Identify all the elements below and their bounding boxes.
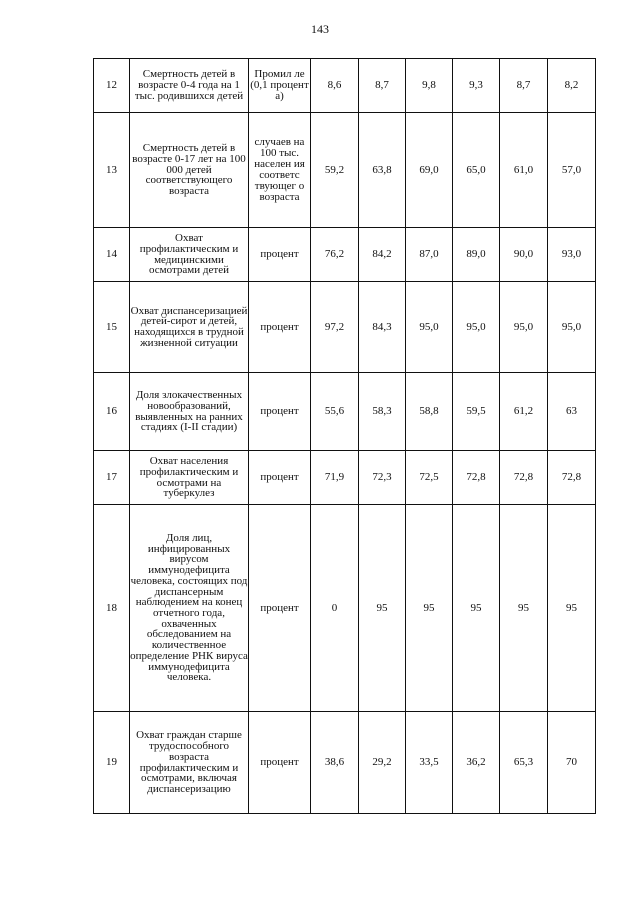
value-cell: 61,2 — [500, 373, 548, 451]
unit-cell: процент — [249, 712, 311, 814]
value-cell: 95 — [406, 505, 453, 712]
table-body — [94, 59, 596, 814]
value-cell: 8,6 — [311, 59, 359, 113]
table-row — [94, 505, 596, 712]
value-cell: 29,2 — [359, 712, 406, 814]
value-cell: 93,0 — [548, 228, 596, 282]
unit-cell: процент — [249, 228, 311, 282]
value-cell: 69,0 — [406, 113, 453, 228]
row-number: 18 — [94, 505, 130, 712]
value-cell: 95 — [453, 505, 500, 712]
value-cell: 58,8 — [406, 373, 453, 451]
value-cell: 72,8 — [500, 451, 548, 505]
unit-cell: процент — [249, 373, 311, 451]
row-number: 13 — [94, 113, 130, 228]
value-cell: 95,0 — [500, 282, 548, 373]
value-cell: 9,8 — [406, 59, 453, 113]
table-row — [94, 228, 596, 282]
table-row — [94, 113, 596, 228]
value-cell: 97,2 — [311, 282, 359, 373]
indicator-name: Доля злокачественных новообразований, выявленных на ранних стадиях (I-II стадии) — [130, 373, 249, 451]
indicator-name: Смертность детей в возрасте 0-4 года на 1 тыс. родившихся детей — [130, 59, 249, 113]
table-row — [94, 373, 596, 451]
indicators-table — [93, 58, 596, 814]
indicator-name: Охват граждан старше трудоспособного возраста профилактическим и осмотрами, включая диспансеризацию — [130, 712, 249, 814]
row-number: 14 — [94, 228, 130, 282]
row-number: 12 — [94, 59, 130, 113]
value-cell: 84,2 — [359, 228, 406, 282]
table-row — [94, 59, 596, 113]
value-cell: 33,5 — [406, 712, 453, 814]
table-row — [94, 282, 596, 373]
value-cell: 8,7 — [359, 59, 406, 113]
page-number: 143 — [311, 22, 329, 36]
row-number: 16 — [94, 373, 130, 451]
value-cell: 89,0 — [453, 228, 500, 282]
value-cell: 9,3 — [453, 59, 500, 113]
value-cell: 95,0 — [406, 282, 453, 373]
value-cell: 72,8 — [453, 451, 500, 505]
value-cell: 76,2 — [311, 228, 359, 282]
value-cell: 71,9 — [311, 451, 359, 505]
unit-cell: процент — [249, 505, 311, 712]
row-number: 15 — [94, 282, 130, 373]
unit-cell: Промил ле (0,1 процент а) — [249, 59, 311, 113]
value-cell: 90,0 — [500, 228, 548, 282]
value-cell: 63 — [548, 373, 596, 451]
value-cell: 36,2 — [453, 712, 500, 814]
value-cell: 95,0 — [548, 282, 596, 373]
value-cell: 95 — [359, 505, 406, 712]
value-cell: 95 — [548, 505, 596, 712]
value-cell: 58,3 — [359, 373, 406, 451]
value-cell: 61,0 — [500, 113, 548, 228]
value-cell: 72,8 — [548, 451, 596, 505]
value-cell: 65,0 — [453, 113, 500, 228]
value-cell: 8,7 — [500, 59, 548, 113]
indicator-name: Охват населения профилактическим и осмотрами на туберкулез — [130, 451, 249, 505]
indicator-name: Смертность детей в возрасте 0-17 лет на 100 000 детей соответствующего возраста — [130, 113, 249, 228]
value-cell: 72,3 — [359, 451, 406, 505]
value-cell: 72,5 — [406, 451, 453, 505]
value-cell: 59,2 — [311, 113, 359, 228]
unit-cell: процент — [249, 451, 311, 505]
value-cell: 95 — [500, 505, 548, 712]
value-cell: 70 — [548, 712, 596, 814]
row-number: 17 — [94, 451, 130, 505]
indicator-name: Доля лиц, инфицированных вирусом иммунодефицита человека, состоящих под диспансерным наблюдением на конец отчетного года, охваченных обследованием на количественное определение РНК вируса иммунодефицита человека. — [130, 505, 249, 712]
value-cell: 87,0 — [406, 228, 453, 282]
value-cell: 59,5 — [453, 373, 500, 451]
value-cell: 0 — [311, 505, 359, 712]
table-row — [94, 451, 596, 505]
value-cell: 57,0 — [548, 113, 596, 228]
value-cell: 8,2 — [548, 59, 596, 113]
value-cell: 65,3 — [500, 712, 548, 814]
value-cell: 63,8 — [359, 113, 406, 228]
indicator-name: Охват профилактическим и медицинскими осмотрами детей — [130, 228, 249, 282]
value-cell: 38,6 — [311, 712, 359, 814]
unit-cell: процент — [249, 282, 311, 373]
table-row — [94, 712, 596, 814]
row-number: 19 — [94, 712, 130, 814]
value-cell: 84,3 — [359, 282, 406, 373]
unit-cell: случаев на 100 тыс. населен ия соответс твующег о возраста — [249, 113, 311, 228]
indicator-name: Охват диспансеризацией детей-сирот и детей, находящихся в трудной жизненной ситуации — [130, 282, 249, 373]
value-cell: 55,6 — [311, 373, 359, 451]
value-cell: 95,0 — [453, 282, 500, 373]
